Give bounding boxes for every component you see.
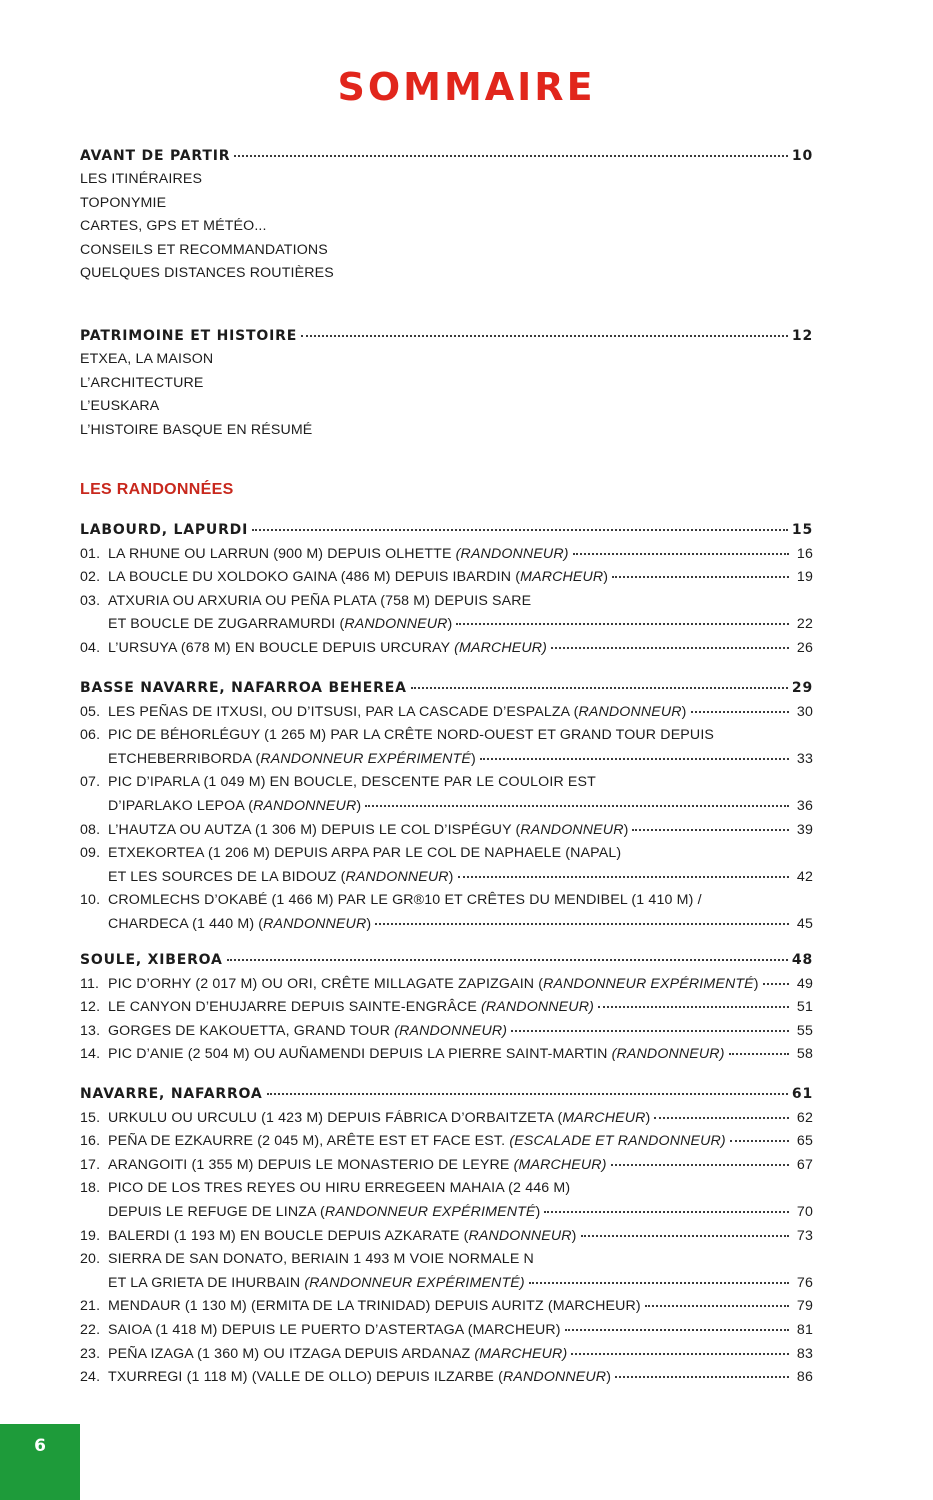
toc-entry bbox=[80, 638, 813, 658]
toc-entry bbox=[108, 749, 813, 769]
toc-entry bbox=[80, 725, 813, 745]
page-ref: 15 bbox=[791, 522, 813, 538]
entry-title: L’HAUTZA OU AUTZA (1 306 M) DEPUIS LE COL D’ISPÉGUY ( bbox=[108, 822, 521, 838]
entry-level: RANDONNEUR bbox=[578, 704, 682, 720]
entry-number: 12. bbox=[80, 999, 101, 1015]
section-title: LES RANDONNÉES bbox=[80, 481, 234, 498]
page-ref: 30 bbox=[796, 704, 813, 720]
toc-heading bbox=[80, 326, 813, 346]
entry-title: ET LES SOURCES DE LA BIDOUZ ( bbox=[108, 869, 346, 885]
entry-title: ETCHEBERRIBORDA ( bbox=[108, 751, 261, 767]
entry-title: LA RHUNE OU LARRUN (900 M) DEPUIS OLHETTE bbox=[108, 546, 456, 562]
entry-text bbox=[108, 1108, 650, 1128]
entry-text bbox=[108, 638, 547, 658]
entry-number: 20. bbox=[80, 1251, 101, 1267]
subitem-text: CONSEILS ET RECOMMANDATIONS bbox=[80, 242, 328, 258]
toc-entry bbox=[80, 567, 813, 587]
toc-subitem bbox=[80, 420, 813, 440]
toc-entry bbox=[80, 843, 813, 863]
entry-level: (ESCALADE ET RANDONNEUR) bbox=[509, 1133, 726, 1149]
page-ref: 45 bbox=[796, 916, 813, 932]
page-ref: 79 bbox=[796, 1298, 813, 1314]
entry-text bbox=[108, 591, 531, 611]
toc-entry bbox=[80, 1296, 813, 1316]
toc-entry bbox=[108, 867, 813, 887]
entry-number: 09. bbox=[80, 845, 101, 861]
dot-leader bbox=[730, 1139, 789, 1142]
dot-leader bbox=[729, 1052, 789, 1055]
entry-level: (MARCHEUR) bbox=[454, 640, 548, 656]
entry-text bbox=[108, 1273, 525, 1293]
entry-paren: ) bbox=[606, 1369, 612, 1385]
entry-number: 10. bbox=[80, 892, 101, 908]
entry-text bbox=[108, 1178, 570, 1198]
page-ref: 86 bbox=[796, 1369, 813, 1385]
toc-entry bbox=[108, 1202, 813, 1222]
entry-title: D’IPARLAKO LEPOA ( bbox=[108, 798, 254, 814]
dot-leader bbox=[458, 875, 789, 878]
toc-subitem bbox=[80, 263, 813, 283]
entry-text bbox=[108, 890, 702, 910]
entry-title: LES PEÑAS DE ITXUSI, OU D’ITSUSI, PAR LA CASCADE D’ESPALZA ( bbox=[108, 704, 579, 720]
page-ref: 51 bbox=[796, 999, 813, 1015]
dot-leader bbox=[267, 1092, 788, 1095]
toc-entry bbox=[80, 820, 813, 840]
page-ref: 48 bbox=[791, 952, 813, 968]
entry-title: MENDAUR (1 130 M) (ERMITA DE LA TRINIDAD) DEPUIS AURITZ (MARCHEUR) bbox=[108, 1298, 641, 1314]
entry-text bbox=[108, 702, 687, 722]
page-ref: 62 bbox=[796, 1110, 813, 1126]
entry-level: RANDONNEUR bbox=[345, 869, 449, 885]
entry-number: 18. bbox=[80, 1180, 101, 1196]
toc-entry bbox=[80, 702, 813, 722]
dot-leader bbox=[615, 1375, 789, 1378]
dot-leader bbox=[301, 334, 788, 337]
page-ref: 83 bbox=[796, 1346, 813, 1362]
entry-title: URKULU OU URCULU (1 423 M) DEPUIS FÁBRICA D’ORBAITZETA ( bbox=[108, 1110, 563, 1126]
entry-level: (RANDONNEUR EXPÉRIMENTÉ) bbox=[304, 1275, 525, 1291]
entry-text bbox=[108, 1044, 725, 1064]
entry-number: 01. bbox=[80, 546, 101, 562]
toc-entry bbox=[80, 1249, 813, 1269]
page-ref: 55 bbox=[796, 1023, 813, 1039]
entry-number: 05. bbox=[80, 704, 101, 720]
toc-subitem bbox=[80, 193, 813, 213]
entry-text bbox=[108, 1320, 561, 1340]
entry-title: ARANGOITI (1 355 M) DEPUIS LE MONASTERIO DE LEYRE bbox=[108, 1157, 514, 1173]
entry-text bbox=[108, 843, 621, 863]
entry-text bbox=[108, 749, 476, 769]
entry-text bbox=[108, 1131, 726, 1151]
region-title: SOULE, XIBEROA bbox=[80, 952, 223, 968]
entry-level: MARCHEUR bbox=[520, 569, 604, 585]
region-heading bbox=[80, 1084, 813, 1104]
dot-leader bbox=[511, 1029, 789, 1032]
entry-title: LE CANYON D’EHUJARRE DEPUIS SAINTE-ENGRÂCE bbox=[108, 999, 482, 1015]
dot-leader bbox=[611, 1163, 789, 1166]
entry-paren: ) bbox=[448, 869, 454, 885]
entry-text bbox=[108, 1021, 507, 1041]
page-ref: 42 bbox=[796, 869, 813, 885]
page-ref: 76 bbox=[796, 1275, 813, 1291]
dot-leader bbox=[581, 1234, 789, 1237]
dot-leader bbox=[411, 686, 788, 689]
entry-title: LA BOUCLE DU XOLDOKO GAINA (486 M) DEPUIS IBARDIN ( bbox=[108, 569, 521, 585]
entry-title: PEÑA DE EZKAURRE (2 045 M), ARÊTE EST ET FACE EST. bbox=[108, 1133, 510, 1149]
entry-text bbox=[108, 772, 596, 792]
entry-paren: ) bbox=[603, 569, 609, 585]
region-heading bbox=[80, 520, 813, 540]
toc-entry bbox=[80, 974, 813, 994]
toc-entry bbox=[80, 1178, 813, 1198]
entry-number: 19. bbox=[80, 1228, 101, 1244]
toc-entry bbox=[108, 796, 813, 816]
dot-leader bbox=[252, 528, 788, 531]
entry-text bbox=[108, 820, 628, 840]
toc-subitem bbox=[80, 169, 813, 189]
dot-leader bbox=[598, 1005, 789, 1008]
entry-title: TXURREGI (1 118 M) (VALLE DE OLLO) DEPUIS ILZARBE ( bbox=[108, 1369, 504, 1385]
entry-level: RANDONNEUR bbox=[253, 798, 357, 814]
entry-number: 15. bbox=[80, 1110, 101, 1126]
entry-number: 23. bbox=[80, 1346, 101, 1362]
region-title: NAVARRE, NAFARROA bbox=[80, 1086, 263, 1102]
entry-text bbox=[108, 914, 371, 934]
region-title: BASSE NAVARRE, NAFARROA BEHEREA bbox=[80, 680, 407, 696]
entry-level: (RANDONNEUR) bbox=[455, 546, 569, 562]
toc-entry bbox=[108, 614, 813, 634]
dot-leader bbox=[654, 1116, 789, 1119]
toc-entry bbox=[108, 1273, 813, 1293]
toc-entry bbox=[80, 997, 813, 1017]
toc-entry bbox=[80, 890, 813, 910]
entry-number: 03. bbox=[80, 593, 101, 609]
toc-subitem bbox=[80, 216, 813, 236]
page-ref: 67 bbox=[796, 1157, 813, 1173]
dot-leader bbox=[612, 575, 789, 578]
entry-level: RANDONNEUR bbox=[344, 616, 448, 632]
entry-level: (MARCHEUR) bbox=[474, 1346, 568, 1362]
entry-paren: ) bbox=[571, 1228, 577, 1244]
entry-level: RANDONNEUR bbox=[503, 1369, 607, 1385]
entry-text bbox=[108, 1344, 567, 1364]
entry-number: 06. bbox=[80, 727, 101, 743]
entry-number: 04. bbox=[80, 640, 101, 656]
toc-subitem bbox=[80, 396, 813, 416]
page-ref: 36 bbox=[796, 798, 813, 814]
entry-number: 24. bbox=[80, 1369, 101, 1385]
entry-paren: ) bbox=[753, 976, 759, 992]
heading-text: PATRIMOINE ET HISTOIRE bbox=[80, 328, 298, 344]
entry-title: ET LA GRIETA DE IHURBAIN bbox=[108, 1275, 305, 1291]
entry-number: 22. bbox=[80, 1322, 101, 1338]
dot-leader bbox=[529, 1281, 789, 1284]
entry-paren: ) bbox=[470, 751, 476, 767]
entry-level: RANDONNEUR EXPÉRIMENTÉ bbox=[543, 976, 754, 992]
region-heading bbox=[80, 950, 813, 970]
page-ref: 22 bbox=[796, 616, 813, 632]
entry-title: PIC D’ANIE (2 504 M) OU AUÑAMENDI DEPUIS LA PIERRE SAINT-MARTIN bbox=[108, 1046, 612, 1062]
entry-paren: ) bbox=[623, 822, 629, 838]
dot-leader bbox=[544, 1210, 789, 1213]
subitem-text: TOPONYMIE bbox=[80, 195, 167, 211]
toc-entry bbox=[80, 544, 813, 564]
entry-text bbox=[108, 1226, 577, 1246]
dot-leader bbox=[365, 804, 789, 807]
page-ref: 19 bbox=[796, 569, 813, 585]
entry-number: 07. bbox=[80, 774, 101, 790]
toc-entry bbox=[80, 1226, 813, 1246]
entry-text bbox=[108, 974, 759, 994]
entry-level: RANDONNEUR EXPÉRIMENTÉ bbox=[260, 751, 471, 767]
entry-level: RANDONNEUR EXPÉRIMENTÉ bbox=[324, 1204, 536, 1220]
entry-paren: ) bbox=[366, 916, 372, 932]
page-ref: 70 bbox=[796, 1204, 813, 1220]
toc-entry bbox=[80, 772, 813, 792]
dot-leader bbox=[480, 757, 789, 760]
entry-number: 13. bbox=[80, 1023, 101, 1039]
entry-level: (RANDONNEUR) bbox=[481, 999, 594, 1015]
entry-text bbox=[108, 544, 569, 564]
entry-level: MARCHEUR bbox=[562, 1110, 646, 1126]
entry-number: 08. bbox=[80, 822, 101, 838]
toc-entry bbox=[80, 1155, 813, 1175]
page-ref: 61 bbox=[791, 1086, 813, 1102]
subitem-text: ETXEA, LA MAISON bbox=[80, 351, 214, 367]
toc-subitem bbox=[80, 373, 813, 393]
page-ref: 12 bbox=[791, 328, 813, 344]
entry-number: 21. bbox=[80, 1298, 101, 1314]
entry-number: 16. bbox=[80, 1133, 101, 1149]
entry-number: 02. bbox=[80, 569, 101, 585]
page-ref: 33 bbox=[796, 751, 813, 767]
region-heading bbox=[80, 678, 813, 698]
dot-leader bbox=[763, 982, 789, 985]
toc-heading bbox=[80, 146, 813, 166]
entry-text bbox=[108, 1202, 540, 1222]
page-ref: 58 bbox=[796, 1046, 813, 1062]
page-ref: 65 bbox=[796, 1133, 813, 1149]
entry-level: (RANDONNEUR) bbox=[611, 1046, 725, 1062]
page-ref: 39 bbox=[796, 822, 813, 838]
page-ref: 81 bbox=[796, 1322, 813, 1338]
dot-leader bbox=[645, 1304, 789, 1307]
entry-text bbox=[108, 567, 608, 587]
entry-level: (MARCHEUR) bbox=[513, 1157, 607, 1173]
subitem-text: QUELQUES DISTANCES ROUTIÈRES bbox=[80, 265, 334, 281]
entry-number: 11. bbox=[80, 976, 100, 992]
entry-title: ETXEKORTEA (1 206 M) DEPUIS ARPA PAR LE COL DE NAPHAELE (NAPAL) bbox=[108, 845, 622, 861]
toc-entry bbox=[80, 1344, 813, 1364]
entry-text bbox=[108, 1367, 611, 1387]
entry-title: PIC D’IPARLA (1 049 M) EN BOUCLE, DESCENTE PAR LE COULOIR EST bbox=[108, 774, 596, 790]
entry-title: SAIOA (1 418 M) DEPUIS LE PUERTO D’ASTERTAGA (MARCHEUR) bbox=[108, 1322, 561, 1338]
dot-leader bbox=[571, 1352, 789, 1355]
entry-title: L’URSUYA (678 M) EN BOUCLE DEPUIS URCURAY bbox=[108, 640, 455, 656]
entry-title: PIC D’ORHY (2 017 M) OU ORI, CRÊTE MILLAGATE ZAPIZGAIN ( bbox=[108, 976, 544, 992]
toc-entry bbox=[80, 591, 813, 611]
page-number-tab bbox=[0, 1424, 80, 1500]
toc-subitem bbox=[80, 240, 813, 260]
subitem-text: L’EUSKARA bbox=[80, 398, 160, 414]
entry-title: DEPUIS LE REFUGE DE LINZA ( bbox=[108, 1204, 325, 1220]
page-ref: 29 bbox=[791, 680, 813, 696]
entry-paren: ) bbox=[535, 1204, 541, 1220]
entry-title: PICO DE LOS TRES REYES OU HIRU ERREGEEN MAHAIA (2 446 M) bbox=[108, 1180, 571, 1196]
entry-paren: ) bbox=[356, 798, 362, 814]
dot-leader bbox=[227, 958, 788, 961]
entry-title: CROMLECHS D’OKABÉ (1 466 M) PAR LE GR®10 ET CRÊTES DU MENDIBEL (1 410 M) / bbox=[108, 892, 702, 908]
region-title: LABOURD, LAPURDI bbox=[80, 522, 249, 538]
page-ref: 26 bbox=[796, 640, 813, 656]
entry-level: (RANDONNEUR) bbox=[394, 1023, 508, 1039]
dot-leader bbox=[691, 710, 789, 713]
entry-text bbox=[108, 1155, 607, 1175]
entry-title: ET BOUCLE DE ZUGARRAMURDI ( bbox=[108, 616, 345, 632]
entry-number: 14. bbox=[80, 1046, 101, 1062]
entry-title: PIC DE BÉHORLÉGUY (1 265 M) PAR LA CRÊTE NORD-OUEST ET GRAND TOUR DEPUIS bbox=[108, 727, 715, 743]
dot-leader bbox=[551, 646, 789, 649]
entry-title: ATXURIA OU ARXURIA OU PEÑA PLATA (758 M) DEPUIS SARE bbox=[108, 593, 532, 609]
subitem-text: LES ITINÉRAIRES bbox=[80, 171, 203, 187]
page-title: SOMMAIRE bbox=[337, 65, 596, 109]
subitem-text: L’ARCHITECTURE bbox=[80, 375, 204, 391]
entry-text bbox=[108, 1249, 534, 1269]
toc-entry bbox=[108, 914, 813, 934]
dot-leader bbox=[456, 622, 789, 625]
entry-title: SIERRA DE SAN DONATO, BERIAIN 1 493 M VOIE NORMALE N bbox=[108, 1251, 534, 1267]
entry-level: RANDONNEUR bbox=[520, 822, 624, 838]
page-number: 6 bbox=[34, 1436, 46, 1456]
page-ref: 49 bbox=[796, 976, 813, 992]
toc-entry bbox=[80, 1044, 813, 1064]
entry-title: GORGES DE KAKOUETTA, GRAND TOUR bbox=[108, 1023, 395, 1039]
toc-subitem bbox=[80, 349, 813, 369]
subitem-text: L’HISTOIRE BASQUE EN RÉSUMÉ bbox=[80, 422, 313, 438]
page-ref: 16 bbox=[796, 546, 813, 562]
heading-text: AVANT DE PARTIR bbox=[80, 148, 231, 164]
entry-level: RANDONNEUR bbox=[263, 916, 367, 932]
entry-number: 17. bbox=[80, 1157, 101, 1173]
entry-level: RANDONNEUR bbox=[468, 1228, 572, 1244]
entry-paren: ) bbox=[447, 616, 453, 632]
entry-paren: ) bbox=[645, 1110, 651, 1126]
entry-text bbox=[108, 796, 361, 816]
entry-paren: ) bbox=[681, 704, 687, 720]
toc-entry bbox=[80, 1021, 813, 1041]
toc-entry bbox=[80, 1108, 813, 1128]
dot-leader bbox=[234, 154, 788, 157]
entry-title: CHARDECA (1 440 M) ( bbox=[108, 916, 264, 932]
entry-title: PEÑA IZAGA (1 360 M) OU ITZAGA DEPUIS ARDANAZ bbox=[108, 1346, 475, 1362]
entry-text bbox=[108, 614, 452, 634]
page-ref: 73 bbox=[796, 1228, 813, 1244]
dot-leader bbox=[565, 1328, 789, 1331]
entry-text bbox=[108, 867, 454, 887]
entry-text bbox=[108, 1296, 641, 1316]
entry-text bbox=[108, 725, 714, 745]
subitem-text: CARTES, GPS ET MÉTÉO... bbox=[80, 218, 267, 234]
dot-leader bbox=[573, 552, 789, 555]
dot-leader bbox=[632, 828, 789, 831]
toc-entry bbox=[80, 1131, 813, 1151]
entry-title: BALERDI (1 193 M) EN BOUCLE DEPUIS AZKARATE ( bbox=[108, 1228, 469, 1244]
page-ref: 10 bbox=[791, 148, 813, 164]
toc-entry bbox=[80, 1320, 813, 1340]
dot-leader bbox=[375, 922, 789, 925]
toc-entry bbox=[80, 1367, 813, 1387]
entry-text bbox=[108, 997, 594, 1017]
